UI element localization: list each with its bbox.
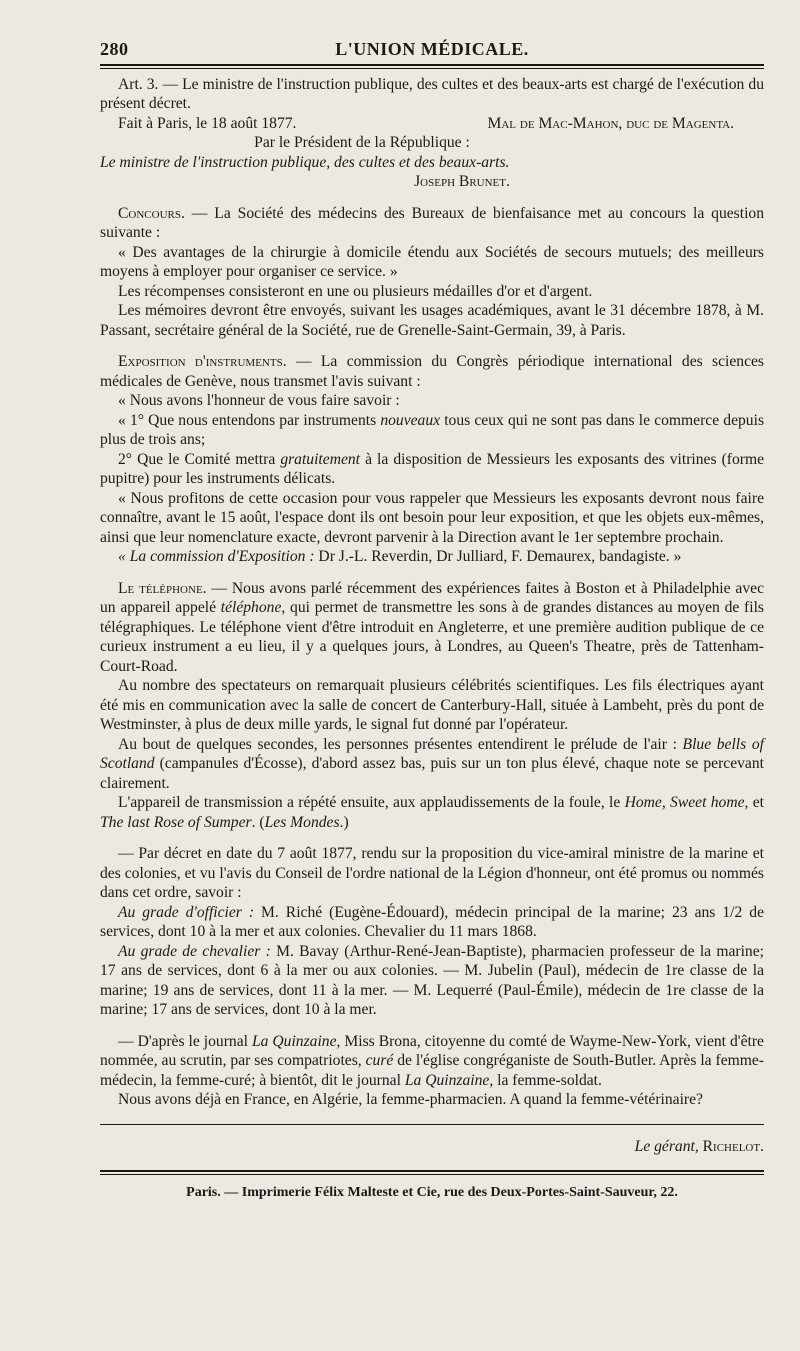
telephone-prelude <box>100 735 764 794</box>
telephone-appareil-b: , et <box>744 794 764 811</box>
decret-chevalier-label: Au grade de chevalier : <box>118 942 271 960</box>
concours-memoires: Les mémoires devront être envoyés, suivant les usages académiques, avant le 31 décembre 1878, à M. Passant, secrétaire général de la Société, rue de Grenelle-Saint-Germain, 39, à Paris. <box>100 302 764 339</box>
imprint-line: Paris. — Imprimerie Félix Malteste et Cie, rue des Deux-Portes-Saint-Sauveur, 22. <box>186 1185 678 1200</box>
art3-par-le: Par le Président de la République : <box>254 134 470 151</box>
quinzaine-text <box>100 1032 764 1091</box>
exposition-commission-label: « La commission d'Exposition : <box>118 548 315 565</box>
telephone-heading: Le téléphone. <box>118 579 207 597</box>
exposition-point-1-italic: nouveaux <box>380 411 441 429</box>
concours-question: « Des avantages de la chirurgie à domicile étendu aux Sociétés de secours mutuels; des meilleurs moyens à employer pour organiser ce service. » <box>100 243 764 280</box>
telephone-appareil-a: L'appareil de transmission a répété ensuite, aux applaudissements de la foule, le <box>118 794 625 811</box>
journal-title: L'UNION MÉDICALE. <box>335 39 529 59</box>
telephone-appareil-song-1: Home, Sweet home <box>624 794 745 811</box>
exposition-point-2 <box>100 450 764 489</box>
exposition-text-1: — La commission du Congrès périodique international des sciences médicales de Genève, nous transmet l'avis suivant : <box>100 353 764 390</box>
concours-heading: Concours. <box>118 204 185 222</box>
exposition-commission <box>100 547 764 567</box>
exposition-point-2-italic: gratuitement <box>280 450 361 468</box>
telephone-spectateurs: Au nombre des spectateurs on remarquait plusieurs célébrités scientifiques. Les fils électriques ayant été mis en communication avec la salle de concert de Canterbury-Hall, située à Lambeht, près du pont de Westminster, à plus de deux mille yards, le signal fut donné par l'opérateur. <box>100 677 764 733</box>
quinzaine-journal-1: La Quinzaine <box>251 1032 337 1050</box>
decret-officier-label: Au grade d'officier : <box>118 903 255 921</box>
telephone-prelude-a: Au bout de quelques secondes, les personnes présentes entendirent le prélude de l'air : <box>118 735 683 753</box>
telephone-appareil-c: . ( <box>251 813 265 831</box>
quinzaine-conclusion: Nous avons déjà en France, en Algérie, la femme-pharmacien. A quand la femme-vétérinaire? <box>118 1091 703 1108</box>
header-rule <box>100 64 764 69</box>
telephone-appareil-d: .) <box>339 813 349 831</box>
telephone-appareil-song-2: The last Rose of Sumper <box>100 813 252 831</box>
telephone-text-a: — Nous avons parlé récemment des expériences faites à Boston et à Philadelphie avec un appareil appelé <box>100 579 764 616</box>
exposition-avis: « Nous avons l'honneur de vous faire savoir : <box>118 392 400 409</box>
gerant-name: Richelot. <box>698 1137 764 1155</box>
concours-text-1: — La Société des médecins des Bureaux de bienfaisance met au concours la question suivante : <box>100 204 764 241</box>
art3-signature-row <box>100 114 764 134</box>
decret-chevalier <box>100 942 764 1020</box>
exposition-point-1 <box>100 411 764 450</box>
imprint-rule <box>100 1170 764 1175</box>
exposition-commission-members: Dr J.-L. Reverdin, Dr Julliard, F. Demaurex, bandagiste. » <box>314 548 682 565</box>
page-header <box>100 40 764 64</box>
telephone-text-italic: téléphone <box>220 599 282 616</box>
decret-intro: — Par décret en date du 7 août 1877, rendu sur la proposition du vice-amiral ministre de la marine et des colonies, et vu l'avis du Conseil de l'ordre national de la Légion d'honneur, ont été promus ou nommés dans cet ordre, savoir : <box>100 845 764 901</box>
quinzaine-b: , Miss Brona, citoyenne du comté de Wayme-New-York, vient d'être nommée, au scrutin, par ses compatriotes, <box>100 1032 764 1069</box>
telephone-text-b: , qui permet de transmettre les sons à de grandes distances au moyen de fils télégraphiques. Le téléphone vient d'être introduit en Angleterre, et une première audition publique de ce curieux instrument a eu lieu, il y a quelques jours, à Londres, au Queen's Theatre, près de Tattenham-Court-Road. <box>100 599 764 675</box>
art3-date: Fait à Paris, le 18 août 1877. <box>118 114 297 132</box>
telephone-intro <box>100 579 764 677</box>
art3-signer: Mal de Mac-Mahon, duc de Magenta. <box>487 114 734 132</box>
concours-intro <box>100 204 764 243</box>
decret-chevalier-text: M. Bavay (Arthur-René-Jean-Baptiste), pharmacien professeur de la marine; 17 ans de services, dont 6 à la mer ou aux colonies. — M. Jubelin (Paul), médecin de 1re classe de la marine; 19 ans de services, dont 11 à la mer. — M. Lequerré (Paul-Émile), médecin de 1re classe de la marine; 17 ans de services, dont 10 à la mer. <box>100 942 764 1018</box>
exposition-point-1-a: « 1° Que nous entendons par instruments <box>118 411 381 429</box>
quinzaine-journal-2: La Quinzaine <box>404 1071 490 1089</box>
footer-rule <box>100 1124 764 1125</box>
decret-officier-text: M. Riché (Eugène-Édouard), médecin principal de la marine; 23 ans 1/2 de services, dont 10 à la mer et aux colonies. Chevalier du 11 mars 1868. <box>100 903 764 940</box>
quinzaine-d: , la femme-soldat. <box>489 1071 602 1089</box>
art3-minister: Le ministre de l'instruction publique, des cultes et des beaux-arts. <box>100 153 510 171</box>
decret-officier <box>100 903 764 942</box>
concours-recompenses: Les récompenses consisteront en une ou plusieurs médailles d'or et d'argent. <box>118 282 593 300</box>
exposition-rappel: « Nous profitons de cette occasion pour vous rappeler que Messieurs les exposants devront nous faire connaître, avant le 15 août, l'espace dont ils ont besoin pour leur exposition, et que les objets eux-mêmes, ainsi que leur nomenclature exacte, devront parvenir à la Direction avant le 1er septembre prochain. <box>100 489 764 546</box>
gerant-label: Le gérant, <box>634 1137 699 1155</box>
exposition-heading: Exposition d'instruments. <box>118 353 287 370</box>
exposition-intro <box>100 352 764 391</box>
exposition-point-2-b: à la disposition de Messieurs les exposants des vitrines (forme pupitre) pour les instruments délicats. <box>100 450 764 487</box>
telephone-prelude-b: (campanules d'Écosse), d'abord assez bas, puis sur un ton plus élevé, chaque note se percevant clairement. <box>100 755 764 792</box>
telephone-appareil <box>100 793 764 832</box>
exposition-point-1-b: tous ceux qui ne sont pas dans le commerce depuis plus de trois ans; <box>100 411 765 448</box>
telephone-appareil-source: Les Mondes <box>264 813 340 831</box>
quinzaine-a: — D'après le journal <box>118 1032 252 1050</box>
quinzaine-cure: curé <box>365 1052 394 1069</box>
page-number: 280 <box>100 39 129 59</box>
exposition-point-2-a: 2° Que le Comité mettra <box>118 450 281 468</box>
quinzaine-c: de l'église congréganiste de South-Butler. Après la femme-médecin, la femme-curé; à bientôt, dit le journal <box>100 1052 764 1089</box>
telephone-prelude-italic: Blue bells of Scotland <box>100 735 764 772</box>
art3-minister-name: Joseph Brunet. <box>414 173 510 190</box>
art3-text: Art. 3. — Le ministre de l'instruction publique, des cultes et des beaux-arts est chargé de l'exécution du présent décret. <box>100 75 764 112</box>
gerant-line <box>100 1137 764 1157</box>
